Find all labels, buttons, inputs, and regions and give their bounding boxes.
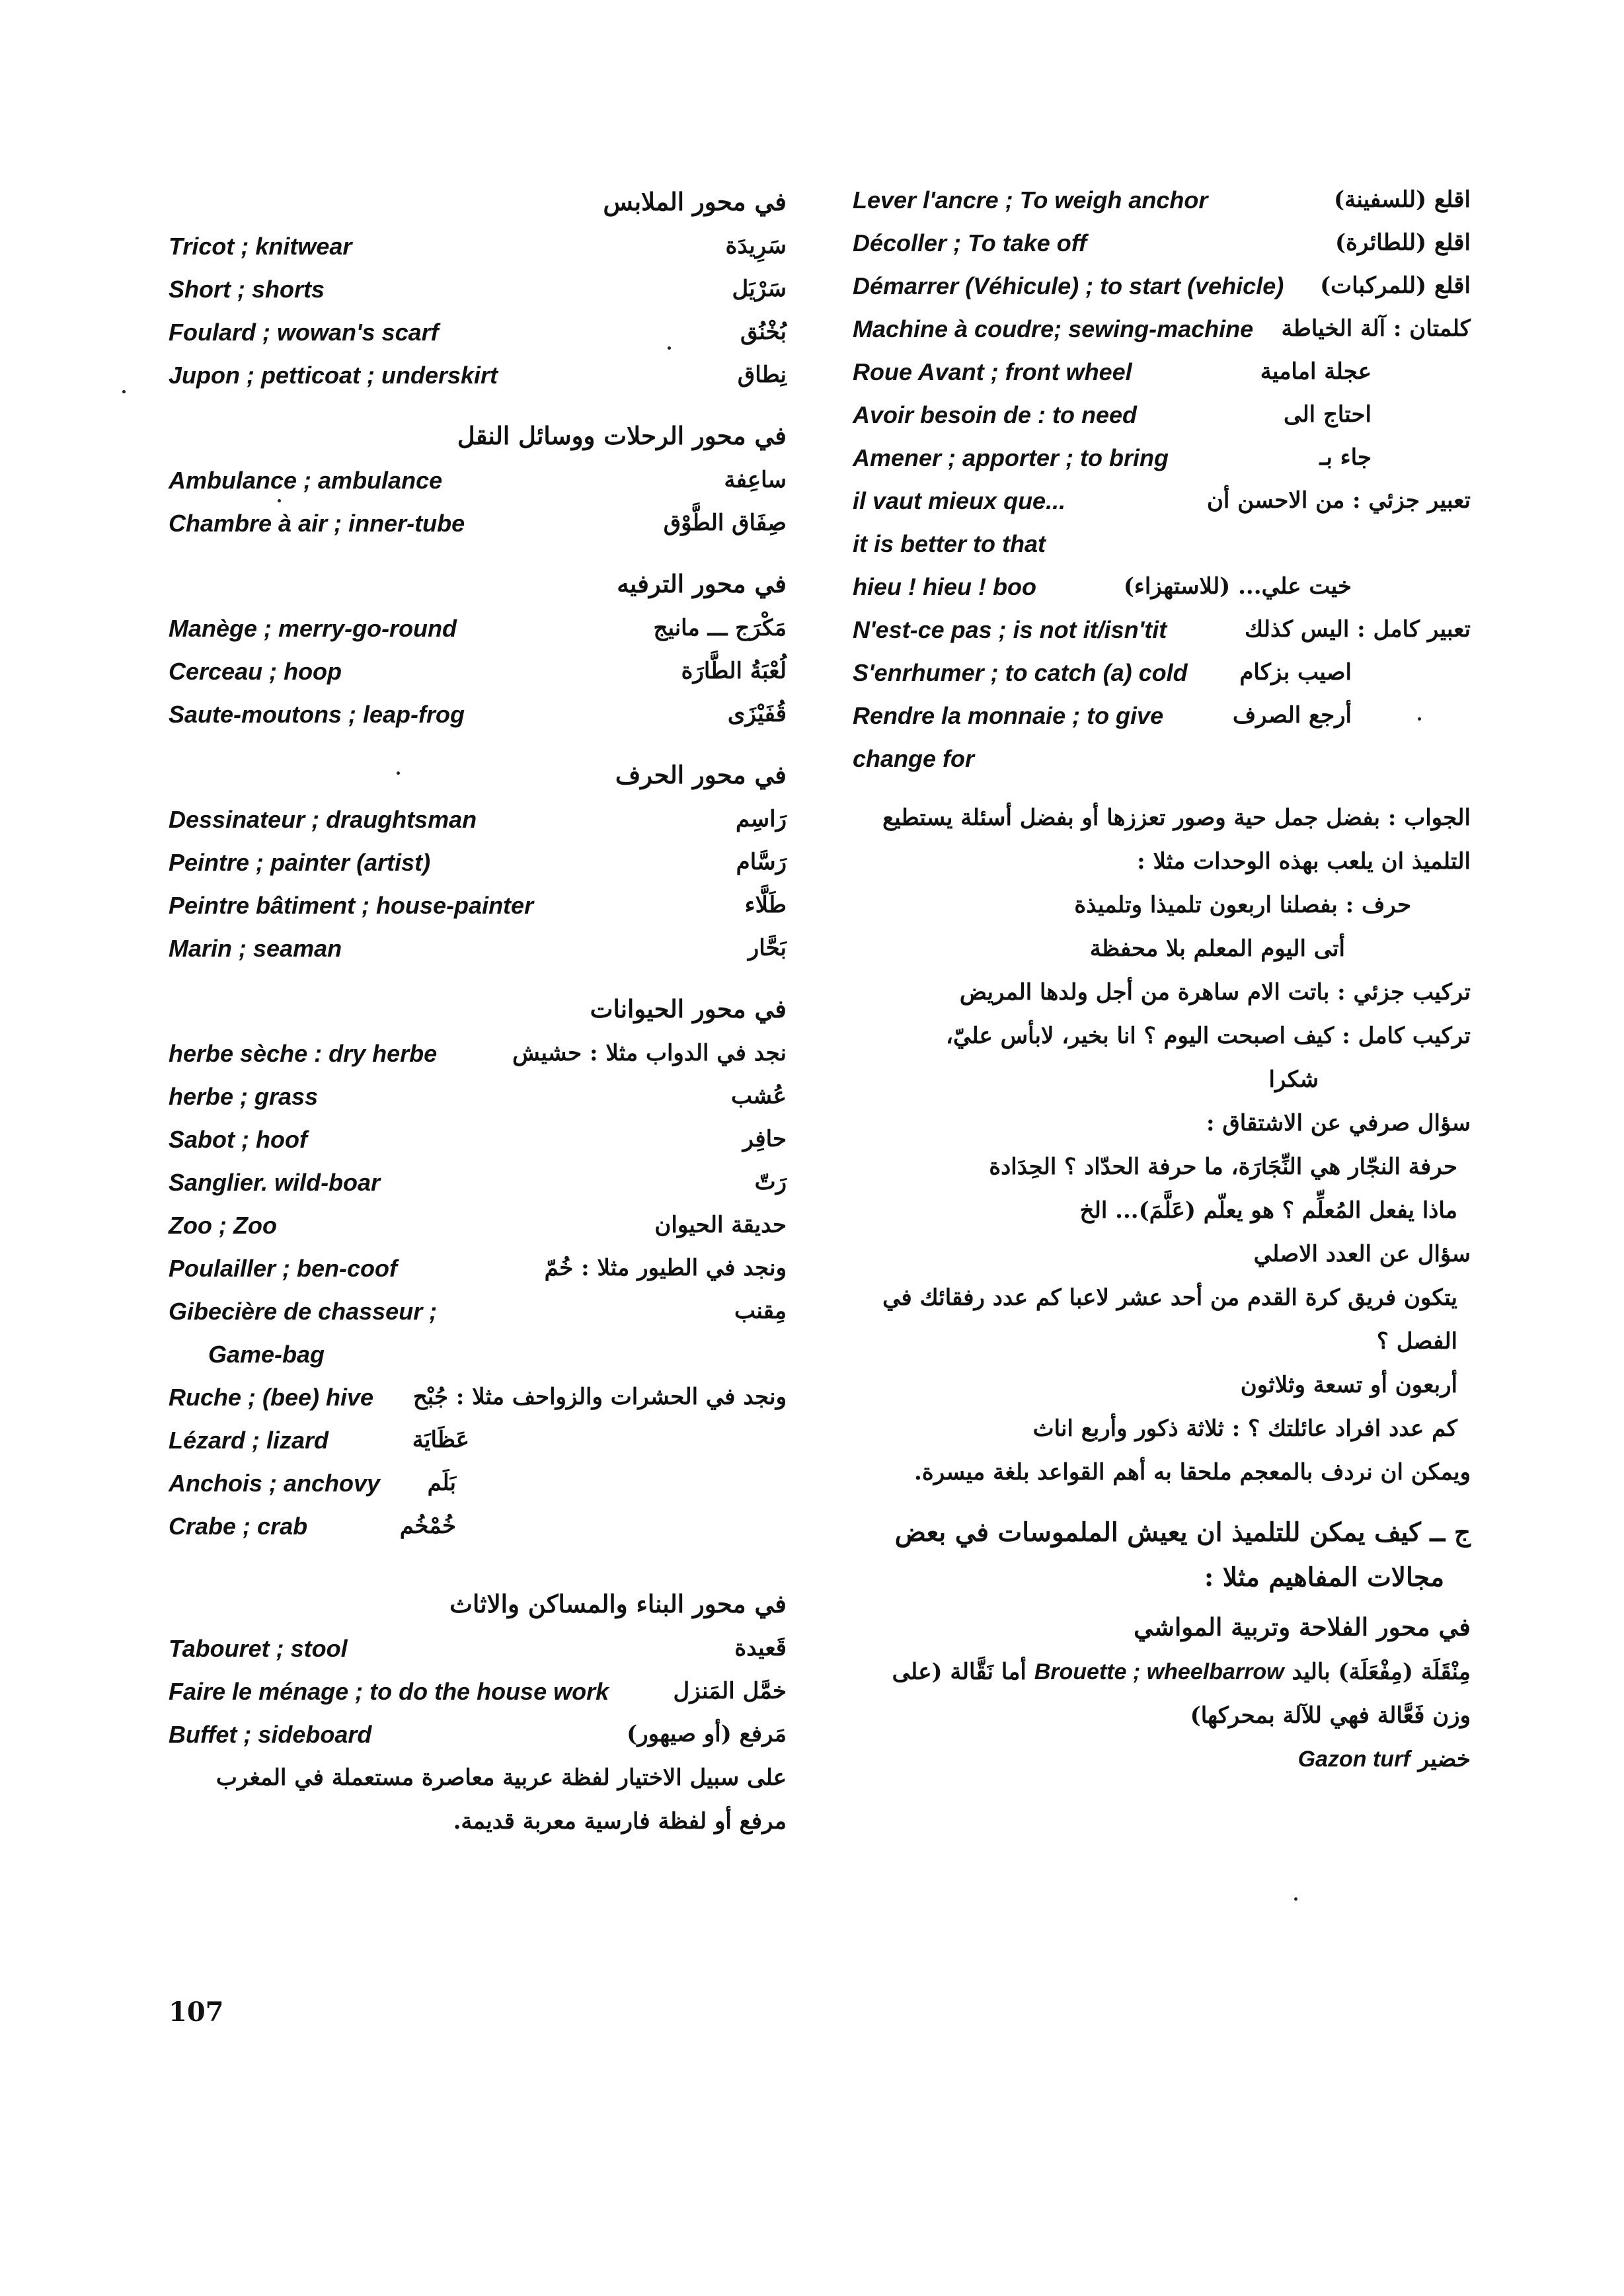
vocab-row: [169, 1075, 787, 1118]
vocab-latin: Roue Avant ; front wheel: [853, 358, 1132, 385]
vocab-arabic: أرجع الصرف: [1232, 702, 1352, 729]
farming-arabic: أما نَقَّالة (على: [892, 1659, 1026, 1685]
vocab-arabic: خمَّل المَنزل: [673, 1678, 787, 1704]
vocab-latin: Lézard ; lizard: [169, 1427, 329, 1454]
section-heading-c: ج ــ كيف يمكن للتلميذ ان يعيش الملموسات في بعض: [894, 1517, 1471, 1548]
vocab-arabic: تعبير جزئي : من الاحسن أن: [1206, 487, 1471, 514]
vocab-arabic: لُعْبَةُ الطَّارَة: [681, 658, 787, 684]
vocab-latin: Foulard ; wowan's scarf: [169, 319, 439, 346]
left-column: [169, 178, 787, 1843]
vocab-arabic: ونجد في الطيور مثلا : خُمّ: [544, 1255, 787, 1281]
section-heading-animals: في محور الحيوانات: [590, 994, 787, 1023]
example-harf: حرف : بفصلنا اربعون تلميذا وتلميذة: [1074, 892, 1411, 918]
scan-speck: [1418, 717, 1421, 721]
closing-line: ويمكن ان نردف بالمعجم ملحقا به أهم القواعد بلغة ميسرة.: [914, 1459, 1471, 1485]
vocab-arabic: اقلع (للطائرة): [1335, 229, 1471, 256]
vocab-arabic: عَظَايَة: [412, 1427, 469, 1453]
vocab-latin: Sanglier. wild-boar: [169, 1169, 381, 1196]
vocab-row: [169, 225, 787, 268]
vocab-arabic: ساعِفة: [724, 467, 787, 493]
vocab-arabic: اقلع (للسفينة): [1334, 186, 1471, 213]
example-tarkib-juzi: تركيب جزئي : باتت الام ساهرة من أجل ولدها المريض: [959, 979, 1471, 1006]
scan-speck: [278, 499, 281, 502]
vocab-latin: it is better to that: [853, 530, 1046, 557]
vocab-row: [853, 393, 1471, 436]
vocab-row: [169, 798, 787, 841]
example-sarfi: ماذا يفعل المُعلِّم ؟ هو يعلّم (عَلَّمَ)... الخ: [1079, 1197, 1457, 1224]
vocab-arabic: اصيب بزكام: [1239, 659, 1352, 686]
example-adad: الفصل ؟: [1376, 1328, 1457, 1355]
right-column: [853, 178, 1471, 1781]
vocab-row: [853, 264, 1471, 307]
vocab-arabic: حديقة الحيوان: [654, 1212, 787, 1238]
vocab-arabic: خُمْخُم: [399, 1513, 456, 1539]
farming-arabic: مِنْقَلَة (مِفْعَلَة) باليد: [1292, 1659, 1471, 1685]
vocab-latin: Cerceau ; hoop: [169, 658, 342, 685]
vocab-row: [169, 1204, 787, 1247]
vocab-row: [169, 1032, 787, 1075]
example-sarfi: حرفة النجّار هي النِّجَارَة، ما حرفة الحدّاد ؟ الحِدَادة: [989, 1154, 1457, 1180]
vocab-row: [169, 1713, 787, 1756]
vocab-row: [853, 479, 1471, 522]
question-adad: سؤال عن العدد الاصلي: [1253, 1241, 1471, 1267]
farming-line: وزن فَعَّالة فهي للآلة بمحركها): [1190, 1702, 1471, 1729]
vocab-latin: Dessinateur ; draughtsman: [169, 806, 477, 833]
vocab-arabic: كلمتان : آلة الخياطة: [1281, 315, 1471, 342]
vocab-latin: Manège ; merry-go-round: [169, 615, 457, 642]
farming-line: [853, 1650, 1471, 1694]
vocab-arabic: صِفَاق الطَّوْق: [663, 510, 787, 536]
vocab-row: [853, 522, 1471, 565]
vocab-arabic: اقلع (للمركبات): [1320, 272, 1471, 299]
vocab-latin: Chambre à air ; inner-tube: [169, 510, 465, 537]
vocab-row: [169, 884, 787, 927]
vocab-row: [169, 1290, 787, 1333]
vocab-arabic: بَلَم: [427, 1470, 456, 1496]
vocab-row: [853, 737, 1471, 780]
vocab-latin: Avoir besoin de : to need: [853, 401, 1138, 428]
farming-latin: Brouette ; wheelbarrow: [1034, 1659, 1284, 1684]
vocab-arabic: مَكْرَج ـــ مانيج: [653, 615, 787, 641]
vocab-row: [853, 178, 1471, 221]
vocab-arabic: عُشب: [730, 1083, 787, 1109]
vocab-row: [853, 221, 1471, 264]
section-heading-leisure: في محور الترفيه: [617, 569, 787, 598]
vocab-latin: Ruche ; (bee) hive: [169, 1384, 374, 1411]
vocab-latin: Short ; shorts: [169, 276, 325, 303]
vocab-latin: Tabouret ; stool: [169, 1635, 348, 1662]
vocab-arabic: بَحَّار: [748, 935, 787, 961]
vocab-row: [169, 1419, 787, 1462]
vocab-row: [853, 350, 1471, 393]
vocab-latin: Marin ; seaman: [169, 935, 342, 962]
vocab-row: [169, 841, 787, 884]
vocab-latin: herbe sèche : dry herbe: [169, 1040, 438, 1067]
vocab-latin: Game-bag: [208, 1341, 325, 1368]
example-adad: يتكون فريق كرة القدم من أحد عشر لاعبا كم عدد رفقائك في: [882, 1285, 1457, 1311]
vocab-latin: Buffet ; sideboard: [169, 1721, 372, 1748]
farming-latin: Gazon turf: [1297, 1747, 1411, 1772]
vocab-latin: Jupon ; petticoat ; underskirt: [169, 362, 498, 389]
vocab-arabic: قَعيدة: [734, 1635, 787, 1661]
vocab-latin: Lever l'ancre ; To weigh anchor: [853, 186, 1208, 214]
vocab-arabic: رَاسِم: [736, 806, 787, 832]
vocab-row: [169, 1161, 787, 1204]
vocab-row: [169, 1627, 787, 1670]
vocab-latin: hieu ! hieu ! boo: [853, 573, 1036, 600]
section-heading-crafts: في محور الحرف: [615, 760, 787, 789]
vocab-row: [853, 651, 1471, 694]
vocab-row: [169, 502, 787, 545]
vocab-row: [169, 1333, 787, 1376]
vocab-arabic: مِقنب: [734, 1298, 787, 1324]
vocab-latin: Tricot ; knitwear: [169, 233, 352, 260]
vocab-latin: Zoo ; Zoo: [169, 1212, 277, 1239]
farming-line: [853, 1737, 1471, 1781]
vocab-arabic: نِطاق: [737, 362, 787, 388]
question-sarfi: سؤال صرفي عن الاشتقاق :: [1206, 1110, 1471, 1136]
vocab-arabic: عجلة امامية: [1260, 358, 1372, 385]
note-line: على سبيل الاختيار لفظة عربية معاصرة مستعملة في المغرب: [215, 1764, 787, 1791]
example-tarkib-kamil: تركيب كامل : كيف اصبحت اليوم ؟ انا بخير، لابأس عليّ،: [945, 1023, 1471, 1049]
section-heading-building: في محور البناء والمساكن والاثاث: [449, 1589, 787, 1618]
vocab-latin: Démarrer (Véhicule) ; to start (vehicle): [853, 272, 1284, 299]
vocab-latin: Amener ; apporter ; to bring: [853, 444, 1169, 471]
farming-arabic: خضير: [1418, 1746, 1471, 1772]
vocab-latin: change for: [853, 745, 975, 772]
vocab-row: [169, 459, 787, 502]
vocab-arabic: رَسَّام: [736, 849, 787, 875]
vocab-arabic: ونجد في الحشرات والزواحف مثلا : جُبْح: [412, 1384, 787, 1410]
vocab-row: [853, 436, 1471, 479]
vocab-arabic: جاء بـ: [1319, 444, 1372, 471]
answer-line: التلميذ ان يلعب بهذه الوحدات مثلا :: [1137, 848, 1471, 875]
vocab-arabic: احتاج الى: [1283, 401, 1372, 428]
vocab-arabic: تعبير كامل : اليس كذلك: [1244, 616, 1471, 643]
vocab-latin: Machine à coudre; sewing-machine: [853, 315, 1254, 342]
note-line: مرفع أو لفظة فارسية معربة قديمة.: [453, 1808, 787, 1835]
vocab-row: [169, 1376, 787, 1419]
vocab-latin: Ambulance ; ambulance: [169, 467, 443, 494]
scan-speck: [1294, 1897, 1297, 1901]
vocab-arabic: طَلَّاء: [744, 892, 787, 918]
vocab-arabic: سَرْيَل: [732, 276, 787, 302]
vocab-row: [169, 693, 787, 736]
vocab-latin: Faire le ménage ; to do the house work: [169, 1678, 609, 1705]
vocab-arabic: بُخْنُق: [740, 319, 787, 345]
vocab-arabic: سَرِيدَة: [725, 233, 787, 259]
vocab-row: [169, 268, 787, 311]
section-heading-farming: في محور الفلاحة وتربية المواشي: [1134, 1612, 1471, 1642]
vocab-arabic: نجد في الدواب مثلا : حشيش: [512, 1040, 787, 1066]
vocab-row: [853, 565, 1471, 608]
vocab-latin: Peintre ; painter (artist): [169, 849, 431, 876]
scan-speck: [122, 390, 126, 393]
vocab-arabic: حافِر: [742, 1126, 787, 1152]
scan-speck: [397, 772, 400, 775]
vocab-latin: herbe ; grass: [169, 1083, 319, 1110]
vocab-row: [853, 307, 1471, 350]
vocab-row: [169, 927, 787, 970]
vocab-latin: N'est-ce pas ; is not it/isn'tit: [853, 616, 1167, 643]
vocab-latin: il vaut mieux que...: [853, 487, 1066, 514]
vocab-latin: Saute-moutons ; leap-frog: [169, 701, 465, 728]
vocab-row: [853, 694, 1471, 737]
section-heading-c: مجالات المفاهيم مثلا :: [1204, 1562, 1444, 1593]
example-adad: أربعون أو تسعة وثلاثون: [1240, 1372, 1457, 1398]
vocab-arabic: مَرفع (أو صيهور): [627, 1721, 787, 1747]
vocab-latin: S'enrhumer ; to catch (a) cold: [853, 659, 1188, 686]
vocab-row: [169, 607, 787, 650]
vocab-row: [169, 354, 787, 397]
answer-line: الجواب : بفضل جمل حية وصور تعززها أو بفضل أسئلة يستطيع: [882, 805, 1471, 831]
vocab-latin: Décoller ; To take off: [853, 229, 1087, 257]
vocab-row: [169, 650, 787, 693]
example-tarkib-kamil: شكرا: [1268, 1066, 1319, 1093]
scan-speck: [668, 346, 671, 350]
vocab-latin: Gibecière de chasseur ;: [169, 1298, 438, 1325]
vocab-arabic: رَتّ: [754, 1169, 787, 1195]
vocab-row: [169, 1118, 787, 1161]
example-harf: أتى اليوم المعلم بلا محفظة: [1089, 935, 1345, 962]
vocab-arabic: خيت علي... (للاستهزاء): [1123, 573, 1352, 600]
section-heading-transport: في محور الرحلات ووسائل النقل: [457, 421, 787, 450]
page-number: 107: [169, 1997, 224, 2028]
vocab-latin: Crabe ; crab: [169, 1513, 308, 1540]
vocab-latin: Peintre bâtiment ; house-painter: [169, 892, 534, 919]
vocab-row: [169, 1670, 787, 1713]
vocab-row: [853, 608, 1471, 651]
vocab-latin: Anchois ; anchovy: [169, 1470, 381, 1497]
example-adad: كم عدد افراد عائلتك ؟ : ثلاثة ذكور وأربع اناث: [1032, 1415, 1457, 1442]
vocab-row: [169, 1462, 787, 1505]
vocab-latin: Rendre la monnaie ; to give: [853, 702, 1164, 729]
vocab-arabic: قُفَيْزَى: [727, 701, 787, 727]
vocab-row: [169, 311, 787, 354]
vocab-latin: Poulailler ; ben-coof: [169, 1255, 398, 1282]
vocab-row: [169, 1505, 787, 1548]
vocab-latin: Sabot ; hoof: [169, 1126, 307, 1153]
vocab-row: [169, 1247, 787, 1290]
section-heading-clothes: في محور الملابس: [603, 187, 787, 216]
